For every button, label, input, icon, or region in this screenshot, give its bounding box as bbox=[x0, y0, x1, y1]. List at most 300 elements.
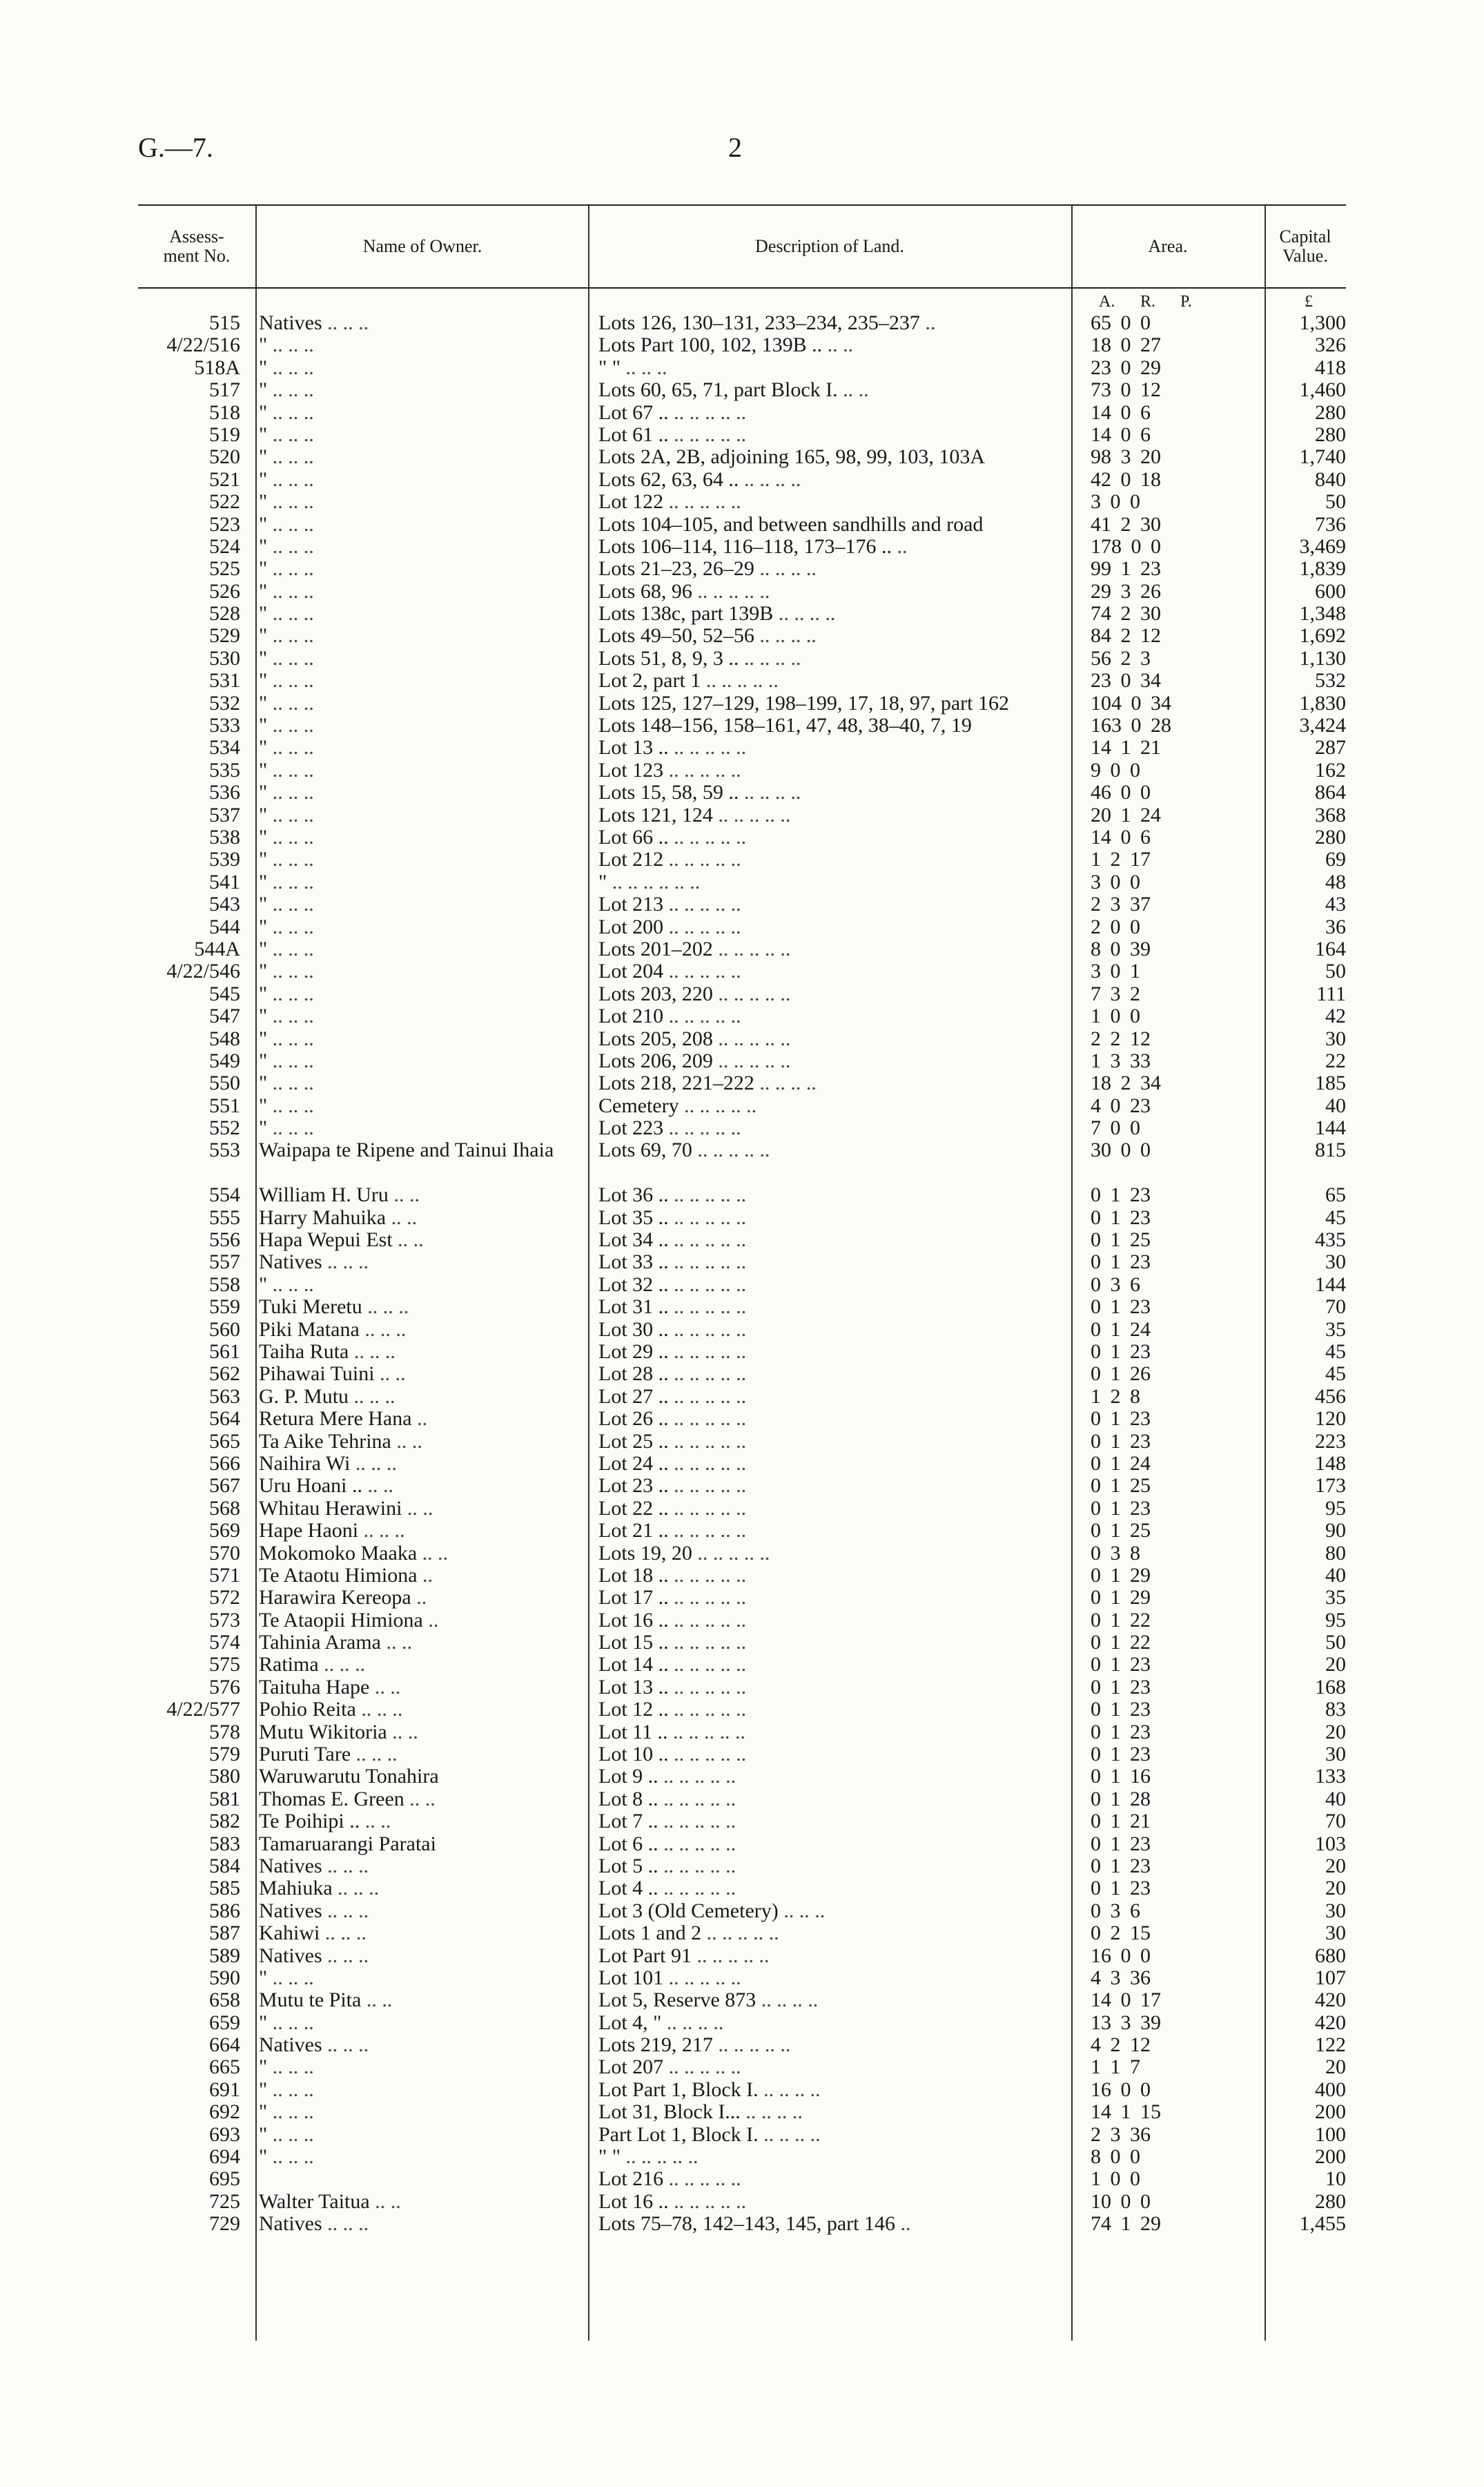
owner-text: Natives bbox=[259, 311, 322, 334]
assessment-number: 558 bbox=[209, 1272, 240, 1296]
column-rule bbox=[255, 206, 257, 287]
area-arp: 0 1 24 bbox=[1091, 1451, 1151, 1475]
land-description bbox=[598, 670, 1054, 692]
owner-name bbox=[259, 1765, 625, 1788]
owner-text: " bbox=[259, 2011, 268, 2034]
description-leader-dots: .. .. .. .. .. bbox=[718, 2033, 791, 2057]
land-description bbox=[598, 1072, 1054, 1094]
table-row bbox=[138, 1632, 1346, 1654]
assessment-number: 695 bbox=[209, 2167, 240, 2191]
assessment-number: 579 bbox=[209, 1743, 240, 1766]
table-row bbox=[138, 2146, 1346, 2168]
owner-name bbox=[259, 2124, 625, 2146]
owner-leader-dots: .. .. bbox=[380, 1362, 406, 1386]
table-row bbox=[138, 1967, 1346, 1989]
table-row bbox=[138, 1095, 1346, 1117]
area-arp: 3 0 0 bbox=[1091, 490, 1140, 514]
land-description bbox=[598, 491, 1054, 513]
area-arp: 0 1 23 bbox=[1091, 1653, 1151, 1676]
assessment-number: 552 bbox=[209, 1116, 240, 1140]
area-arp: 2 0 0 bbox=[1091, 915, 1140, 938]
capital-value: 95 bbox=[1325, 1608, 1346, 1632]
capital-value: 148 bbox=[1315, 1451, 1346, 1475]
description-text: Lot 13 .. bbox=[598, 736, 669, 759]
description-text: Lot 6 .. bbox=[598, 1832, 658, 1855]
assessment-number: 580 bbox=[209, 1765, 240, 1788]
assessment-number: 528 bbox=[209, 602, 240, 626]
area-arp: 41 2 30 bbox=[1091, 512, 1161, 536]
owner-name bbox=[259, 1095, 625, 1117]
area-arp: 98 3 20 bbox=[1091, 445, 1161, 469]
description-leader-dots: .. .. .. .. .. bbox=[697, 1541, 770, 1565]
land-description bbox=[598, 1542, 1054, 1565]
capital-value: 164 bbox=[1315, 937, 1346, 960]
area-arp: 3 0 1 bbox=[1091, 960, 1140, 983]
description-text: Lot 67 .. bbox=[598, 400, 669, 424]
area-arp: 1 2 8 bbox=[1091, 1384, 1140, 1408]
table-row bbox=[138, 983, 1346, 1005]
description-text: Lot 16 .. bbox=[598, 2189, 669, 2213]
table-row bbox=[138, 1498, 1346, 1520]
area-arp: 14 0 6 bbox=[1091, 400, 1151, 424]
description-leader-dots: .. .. .. .. .. bbox=[674, 1563, 747, 1587]
land-description bbox=[598, 1609, 1054, 1632]
owner-text: " bbox=[259, 423, 268, 446]
area-arp: 0 1 23 bbox=[1091, 1250, 1151, 1274]
assessment-number: 565 bbox=[209, 1429, 240, 1453]
owner-leader-dots: .. .. .. bbox=[327, 311, 369, 334]
area-arp: 0 1 23 bbox=[1091, 1743, 1151, 1766]
table-row bbox=[138, 1699, 1346, 1721]
description-text: Lot 27 .. bbox=[598, 1384, 669, 1408]
description-leader-dots: .. .. .. .. .. bbox=[674, 736, 747, 759]
land-description bbox=[598, 1296, 1054, 1318]
capital-value: 45 bbox=[1325, 1206, 1346, 1229]
capital-value: 200 bbox=[1315, 2100, 1346, 2124]
description-text: Lot 200 bbox=[598, 915, 664, 938]
description-text: Lots 60, 65, 71, part Block I. bbox=[598, 378, 838, 402]
owner-text: Natives bbox=[259, 1854, 322, 1877]
description-text: Lots 125, 127–129, 198–199, 17, 18, 97, part 162 bbox=[598, 691, 1009, 715]
owner-leader-dots: .. .. bbox=[396, 1429, 422, 1453]
land-description bbox=[598, 782, 1054, 804]
owner-text: " bbox=[259, 400, 268, 424]
owner-name bbox=[259, 2079, 625, 2101]
description-leader-dots: .. .. .. .. .. bbox=[625, 2145, 699, 2169]
owner-text: " bbox=[259, 467, 268, 491]
capital-value: 20 bbox=[1325, 1877, 1346, 1900]
capital-value: 815 bbox=[1315, 1139, 1346, 1162]
table-row bbox=[138, 826, 1346, 849]
area-arp: 0 1 23 bbox=[1091, 1407, 1151, 1431]
owner-text: " bbox=[259, 1272, 268, 1296]
description-text: Lots 148–156, 158–161, 47, 48, 38–40, 7, 19 bbox=[598, 714, 972, 737]
land-description bbox=[598, 1050, 1054, 1072]
capital-value: 144 bbox=[1315, 1116, 1346, 1140]
description-text: Lot 32 .. bbox=[598, 1272, 669, 1296]
assessment-number: 562 bbox=[209, 1362, 240, 1386]
owner-text: " bbox=[259, 1049, 268, 1072]
owner-leader-dots: .. .. bbox=[422, 1541, 449, 1565]
owner-leader-dots: .. .. .. bbox=[272, 1027, 314, 1050]
capital-value: 162 bbox=[1315, 758, 1346, 782]
valuation-table bbox=[138, 204, 1346, 2341]
assessment-number: 694 bbox=[209, 2145, 240, 2169]
area-arp: 8 0 0 bbox=[1091, 2145, 1140, 2169]
owner-name bbox=[259, 1542, 625, 1565]
owner-leader-dots: .. .. .. bbox=[272, 803, 314, 826]
area-arp: 16 0 0 bbox=[1091, 2078, 1151, 2101]
table-row bbox=[138, 2079, 1346, 2101]
capital-value: 40 bbox=[1325, 1563, 1346, 1587]
land-description bbox=[598, 469, 1054, 491]
area-arp: 0 1 21 bbox=[1091, 1810, 1151, 1833]
owner-leader-dots: .. .. .. bbox=[272, 2078, 314, 2101]
owner-text: Naihira Wi bbox=[259, 1451, 351, 1475]
owner-text: Ta Aike Tehrina bbox=[259, 1429, 391, 1453]
owner-text: Pohio Reita bbox=[259, 1698, 356, 1721]
owner-name bbox=[259, 1810, 625, 1832]
description-text: Lot 24 .. bbox=[598, 1451, 669, 1475]
assessment-number: 554 bbox=[209, 1183, 240, 1207]
table-row bbox=[138, 334, 1346, 356]
owner-leader-dots: .. .. .. bbox=[272, 893, 314, 916]
description-leader-dots: .. .. .. .. .. bbox=[663, 1854, 736, 1877]
description-text: Lot 11 .. bbox=[598, 1720, 668, 1743]
description-leader-dots: .. .. .. .. .. bbox=[668, 848, 741, 871]
land-description bbox=[598, 1855, 1054, 1877]
assessment-number: 556 bbox=[209, 1228, 240, 1252]
assessment-number: 549 bbox=[209, 1049, 240, 1072]
area-arp: 2 3 36 bbox=[1091, 2122, 1151, 2146]
assessment-number: 575 bbox=[209, 1653, 240, 1676]
owner-name bbox=[259, 1341, 625, 1363]
owner-name bbox=[259, 983, 625, 1005]
land-description bbox=[598, 1005, 1054, 1027]
owner-text: William H. Uru bbox=[259, 1183, 389, 1207]
area-arp: 16 0 0 bbox=[1091, 1944, 1151, 1967]
table-row bbox=[138, 1139, 1346, 1184]
land-description bbox=[598, 1408, 1054, 1430]
assessment-number: 567 bbox=[209, 1474, 240, 1498]
land-description bbox=[598, 1184, 1054, 1206]
owner-text: " bbox=[259, 781, 268, 804]
description-leader-dots: .. .. .. .. .. bbox=[668, 2167, 741, 2191]
table-row bbox=[138, 1072, 1346, 1094]
land-description bbox=[598, 424, 1054, 446]
description-leader-dots: .. .. .. .. .. bbox=[663, 1787, 736, 1810]
header-value: Capital Value. bbox=[1279, 226, 1331, 266]
description-text: Lot 8 .. bbox=[598, 1787, 658, 1810]
land-description bbox=[598, 1341, 1054, 1363]
owner-leader-dots: .. .. .. bbox=[272, 557, 314, 581]
capital-value: 70 bbox=[1325, 1810, 1346, 1833]
description-leader-dots: .. .. .. .. .. bbox=[674, 1206, 747, 1229]
area-arp: 0 1 23 bbox=[1091, 1295, 1151, 1319]
assessment-number: 664 bbox=[209, 2033, 240, 2057]
owner-text: Whitau Herawini bbox=[259, 1496, 402, 1520]
owner-name bbox=[259, 1251, 625, 1273]
assessment-number: 665 bbox=[209, 2055, 240, 2079]
owner-name bbox=[259, 402, 625, 424]
land-description bbox=[598, 938, 1054, 960]
land-description bbox=[598, 1139, 1054, 1161]
assessment-number: 573 bbox=[209, 1608, 240, 1632]
area-arp: 0 1 23 bbox=[1091, 1206, 1151, 1229]
land-description bbox=[598, 759, 1054, 782]
capital-value: 90 bbox=[1325, 1519, 1346, 1542]
owner-leader-dots: .. .. .. bbox=[272, 1966, 314, 1989]
land-description bbox=[598, 1676, 1054, 1699]
table-row bbox=[138, 1274, 1346, 1296]
owner-text: Natives bbox=[259, 1250, 322, 1274]
description-leader-dots: .. .. .. .. .. bbox=[663, 1810, 736, 1833]
owner-leader-dots: .. .. .. bbox=[272, 445, 314, 469]
area-arp: 0 1 23 bbox=[1091, 1698, 1151, 1721]
table-row bbox=[138, 469, 1346, 491]
owner-name bbox=[259, 1274, 625, 1296]
land-description bbox=[598, 1386, 1054, 1408]
owner-leader-dots: .. .. .. bbox=[272, 870, 314, 893]
description-text: " " bbox=[598, 2145, 621, 2169]
owner-leader-dots: .. .. .. bbox=[353, 1384, 396, 1408]
owner-leader-dots: .. .. .. bbox=[272, 579, 314, 603]
capital-value: 280 bbox=[1315, 423, 1346, 446]
land-description bbox=[598, 1654, 1054, 1676]
assessment-number: 563 bbox=[209, 1384, 240, 1408]
land-description bbox=[598, 1788, 1054, 1810]
table-rows bbox=[138, 312, 1346, 2236]
table-row bbox=[138, 1296, 1346, 1318]
area-arp: 14 1 15 bbox=[1091, 2100, 1161, 2124]
description-text: Lot Part 91 bbox=[598, 1944, 692, 1967]
owner-name bbox=[259, 357, 625, 379]
owner-leader-dots: .. .. .. bbox=[272, 467, 314, 491]
owner-name bbox=[259, 826, 625, 849]
owner-text: Natives bbox=[259, 2033, 322, 2057]
owner-name bbox=[259, 1050, 625, 1072]
owner-text: " bbox=[259, 512, 268, 536]
capital-value: 420 bbox=[1315, 2011, 1346, 2034]
owner-name bbox=[259, 871, 625, 893]
capital-value: 122 bbox=[1315, 2033, 1346, 2057]
description-leader-dots: .. .. .. .. .. bbox=[674, 1474, 747, 1498]
land-description bbox=[598, 1319, 1054, 1341]
assessment-number: 520 bbox=[209, 445, 240, 469]
description-text: Lot 36 .. bbox=[598, 1183, 669, 1207]
owner-leader-dots: .. .. .. bbox=[272, 1116, 314, 1140]
description-leader-dots: .. .. .. .. .. bbox=[674, 1384, 747, 1408]
assessment-number: 581 bbox=[209, 1787, 240, 1810]
description-text: Lot 4 .. bbox=[598, 1877, 658, 1900]
description-leader-dots: .. .. .. .. .. bbox=[663, 1832, 736, 1855]
description-text: Lot 28 .. bbox=[598, 1362, 669, 1386]
owner-leader-dots: .. bbox=[428, 1608, 439, 1632]
description-text: Lots 21–23, 26–29 bbox=[598, 557, 754, 581]
unit-currency: £ bbox=[1305, 293, 1313, 311]
land-description bbox=[598, 1274, 1054, 1296]
description-text: Lots 106–114, 116–118, 173–176 .. bbox=[598, 534, 892, 558]
description-leader-dots: .. .. .. .. .. bbox=[674, 1362, 747, 1386]
owner-name bbox=[259, 1654, 625, 1676]
land-description bbox=[598, 581, 1054, 603]
land-description bbox=[598, 379, 1054, 401]
owner-leader-dots: .. .. .. bbox=[272, 490, 314, 514]
owner-leader-dots: .. .. .. bbox=[272, 602, 314, 626]
owner-text: Tuki Meretu bbox=[259, 1295, 362, 1319]
area-arp: 1 3 33 bbox=[1091, 1049, 1151, 1072]
land-description bbox=[598, 1117, 1054, 1139]
description-text: Lot 7 .. bbox=[598, 1810, 658, 1833]
owner-name bbox=[259, 960, 625, 983]
description-text: Lot 12 .. bbox=[598, 1698, 669, 1721]
description-text: Lots 15, 58, 59 .. bbox=[598, 781, 739, 804]
owner-name bbox=[259, 715, 625, 737]
unit-roods: R. bbox=[1140, 293, 1156, 311]
owner-leader-dots: .. .. .. bbox=[272, 825, 314, 849]
table-row bbox=[138, 1788, 1346, 1810]
area-arp: 0 1 25 bbox=[1091, 1228, 1151, 1252]
assessment-number: 578 bbox=[209, 1720, 240, 1743]
land-description bbox=[598, 446, 1054, 468]
description-leader-dots: .. .. .. .. .. bbox=[705, 669, 779, 693]
description-leader-dots: .. .. .. .. .. bbox=[674, 1317, 747, 1341]
owner-leader-dots: .. .. .. bbox=[272, 937, 314, 960]
owner-text: " bbox=[259, 646, 268, 670]
description-text: Lots 104–105, and between sandhills and road bbox=[598, 512, 984, 536]
table-row bbox=[138, 1833, 1346, 1855]
owner-leader-dots: .. .. bbox=[393, 1183, 420, 1207]
owner-leader-dots: .. .. .. bbox=[272, 423, 314, 446]
table-row bbox=[138, 1565, 1346, 1587]
description-leader-dots: .. .. .. .. .. bbox=[674, 1653, 747, 1676]
description-text: Lot 25 .. bbox=[598, 1429, 669, 1453]
table-row bbox=[138, 1453, 1346, 1475]
table-row bbox=[138, 1117, 1346, 1139]
capital-value: 36 bbox=[1325, 915, 1346, 938]
capital-value: 42 bbox=[1325, 1005, 1346, 1028]
owner-text: Puruti Tare bbox=[259, 1743, 351, 1766]
area-arp: 0 3 8 bbox=[1091, 1541, 1140, 1565]
capital-value: 1,740 bbox=[1299, 445, 1346, 469]
owner-leader-dots: .. .. .. bbox=[355, 1451, 397, 1475]
assessment-number: 585 bbox=[209, 1877, 240, 1900]
description-leader-dots: .. .. .. .. bbox=[759, 1072, 817, 1095]
description-leader-dots: .. .. .. .. .. bbox=[674, 1429, 747, 1453]
table-row bbox=[138, 1431, 1346, 1453]
owner-leader-dots: .. .. bbox=[391, 1206, 418, 1229]
land-description bbox=[598, 1699, 1054, 1721]
assessment-number: 548 bbox=[209, 1027, 240, 1050]
capital-value: 1,692 bbox=[1299, 624, 1346, 648]
owner-text: " bbox=[259, 445, 268, 469]
land-description bbox=[598, 1363, 1054, 1385]
description-leader-dots: .. .. .. .. bbox=[759, 624, 817, 648]
assessment-number: 525 bbox=[209, 557, 240, 581]
table-row bbox=[138, 2168, 1346, 2190]
description-leader-dots: .. .. .. .. .. bbox=[674, 1608, 747, 1632]
owner-leader-dots: .. .. .. bbox=[272, 400, 314, 424]
capital-value: 168 bbox=[1315, 1675, 1346, 1699]
assessment-number: 572 bbox=[209, 1586, 240, 1609]
land-description bbox=[598, 1453, 1054, 1475]
description-leader-dots: .. .. .. .. .. bbox=[668, 960, 741, 983]
owner-text: Kahiwi bbox=[259, 1922, 320, 1945]
assessment-number: 582 bbox=[209, 1810, 240, 1833]
land-description bbox=[598, 312, 1054, 334]
owner-text: " bbox=[259, 1966, 268, 1989]
owner-leader-dots: .. .. .. bbox=[364, 1317, 407, 1341]
table-row bbox=[138, 893, 1346, 916]
area-arp: 23 0 34 bbox=[1091, 669, 1161, 693]
owner-name bbox=[259, 1117, 625, 1139]
area-arp: 1 0 0 bbox=[1091, 2167, 1140, 2191]
capital-value: 48 bbox=[1325, 870, 1346, 893]
area-arp: 2 2 12 bbox=[1091, 1027, 1151, 1050]
owner-name bbox=[259, 558, 625, 580]
land-description bbox=[598, 804, 1054, 826]
capital-value: 326 bbox=[1315, 333, 1346, 357]
capital-value: 50 bbox=[1325, 960, 1346, 983]
description-leader-dots: .. .. .. .. bbox=[759, 557, 817, 581]
description-leader-dots: .. .. bbox=[827, 333, 854, 357]
owner-name bbox=[259, 1989, 625, 2011]
description-leader-dots: .. .. .. .. bbox=[763, 2078, 821, 2101]
area-arp: 18 0 27 bbox=[1091, 333, 1161, 357]
capital-value: 43 bbox=[1325, 893, 1346, 916]
owner-text: Uru Hoani .. bbox=[259, 1474, 362, 1498]
assessment-number: 524 bbox=[209, 534, 240, 558]
owner-name bbox=[259, 782, 625, 804]
area-arp: 14 0 6 bbox=[1091, 423, 1151, 446]
capital-value: 1,348 bbox=[1299, 602, 1346, 626]
description-leader-dots: .. .. .. .. .. bbox=[673, 1720, 746, 1743]
description-text: Lots 49–50, 52–56 bbox=[598, 624, 754, 648]
capital-value: 400 bbox=[1315, 2078, 1346, 2101]
owner-text: " bbox=[259, 2055, 268, 2079]
capital-value: 40 bbox=[1325, 1094, 1346, 1117]
area-arp: 1 0 0 bbox=[1091, 1005, 1140, 1028]
owner-name bbox=[259, 1475, 625, 1497]
owner-leader-dots: .. .. bbox=[375, 2189, 401, 2213]
assessment-number: 4/22/577 bbox=[166, 1698, 240, 1721]
owner-text: Mahiuka bbox=[259, 1877, 333, 1900]
table-body bbox=[138, 289, 1346, 2341]
description-text: Lot 13 .. bbox=[598, 1675, 669, 1699]
table-row bbox=[138, 1765, 1346, 1788]
land-description bbox=[598, 2146, 1054, 2168]
owner-text: Tahinia Arama bbox=[259, 1631, 381, 1654]
table-row bbox=[138, 357, 1346, 379]
owner-text: " bbox=[259, 758, 268, 782]
area-arp: 0 1 16 bbox=[1091, 1765, 1151, 1788]
owner-text: " bbox=[259, 2122, 268, 2146]
owner-text: " bbox=[259, 714, 268, 737]
table-row bbox=[138, 1386, 1346, 1408]
description-text: Lots 219, 217 bbox=[598, 2033, 713, 2057]
land-description bbox=[598, 1765, 1054, 1788]
description-text: Lot 5 .. bbox=[598, 1854, 658, 1877]
description-text: Lot 26 .. bbox=[598, 1407, 669, 1431]
capital-value: 103 bbox=[1315, 1832, 1346, 1855]
owner-leader-dots: .. .. bbox=[386, 1631, 412, 1654]
land-description bbox=[598, 715, 1054, 737]
owner-leader-dots: .. .. bbox=[366, 1988, 393, 2012]
assessment-number: 544 bbox=[209, 915, 240, 938]
description-leader-dots: .. bbox=[900, 2212, 911, 2236]
table-row bbox=[138, 1005, 1346, 1027]
owner-name bbox=[259, 1229, 625, 1251]
